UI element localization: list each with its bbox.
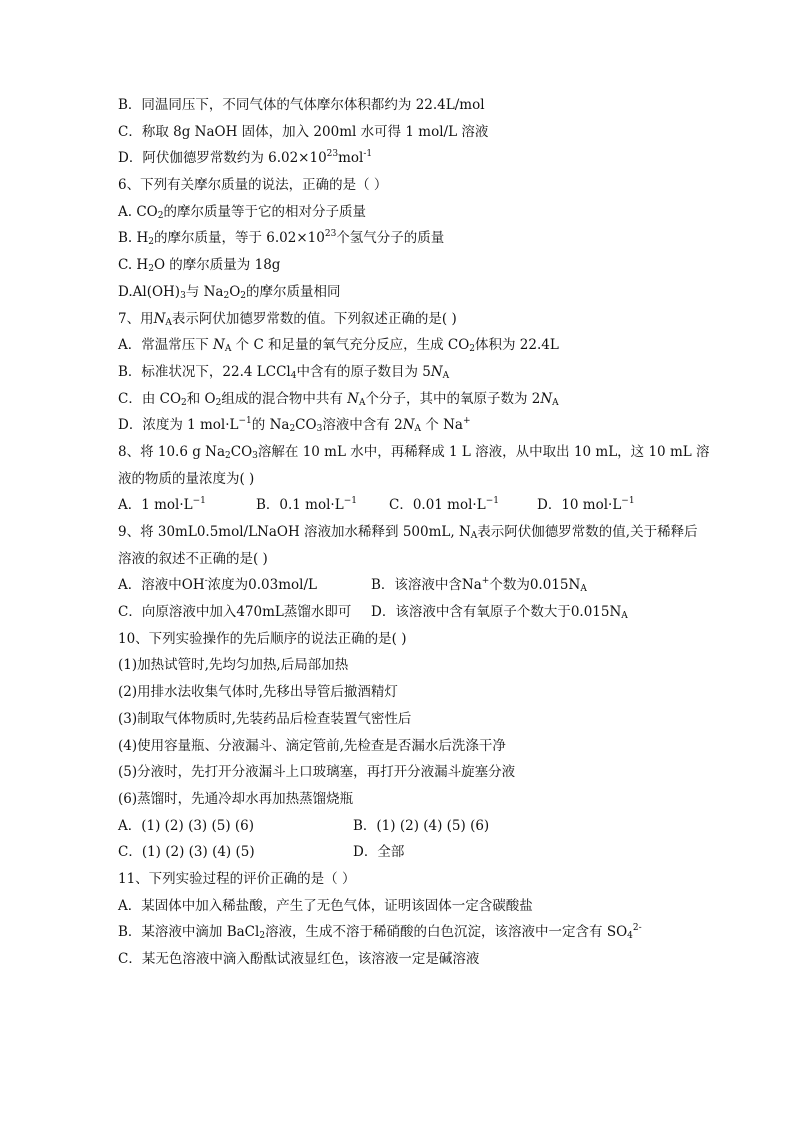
option-9b: B．该溶液中含Na+个数为$0.015N_A$	[371, 576, 587, 595]
option-10c: C．(1) (2) (3) (4) (5)	[118, 844, 255, 861]
option-6a: A. $CO_2$的摩尔质量等于它的相对分子质量	[118, 203, 366, 221]
statement-10-6: (6)蒸馏时，先通冷却水再加热蒸馏烧瓶	[118, 790, 354, 807]
options-9-cd	[118, 599, 684, 626]
question-9-cont: 溶液的叙述不正确的是( )	[118, 550, 268, 567]
options-8	[118, 492, 684, 519]
statement-10-1: (1)加热试管时,先均匀加热,后局部加热	[118, 657, 349, 674]
option-6d: $D.Al(OH)_3$与 $Na_2O_2$的摩尔质量相同	[118, 283, 341, 301]
option-10a: A．(1) (2) (3) (5) (6)	[118, 817, 255, 834]
question-8: 8、将 10.6 g $Na_2CO_3$溶解在 10 mL 水中，再稀释成 1 L 溶液，从中取出 10 mL，这 10 mL 溶	[118, 443, 710, 461]
option-7d: D．浓度为 1 $mol\cdot L^{-1}$的 $Na_2CO_3$溶液中含有 $2N_A$ 个 Na+	[118, 416, 471, 435]
option-8c: C．0.01 $mol\cdot L^{-1}$	[389, 496, 499, 514]
question-6: 6、下列有关摩尔质量的说法，正确的是（ ）	[118, 177, 388, 194]
option-9a: A．溶液中OH-浓度为0.03mol/L	[118, 576, 317, 594]
question-10: 10、下列实验操作的先后顺序的说法正确的是( )	[118, 630, 407, 647]
statement-10-5: (5)分液时，先打开分液漏斗上口玻璃塞，再打开分液漏斗旋塞分液	[118, 764, 516, 781]
question-text	[118, 92, 710, 973]
options-10-cd	[118, 839, 684, 866]
statement-10-4: (4)使用容量瓶、分液漏斗、滴定管前,先检查是否漏水后洗涤干净	[118, 737, 506, 754]
question-7: 7、用$N_A$表示阿伏加德罗常数的值。下列叙述正确的是( )	[118, 310, 457, 328]
option-7a: A．常温常压下 $N_A$ 个 C 和足量的氧气充分反应，生成 $CO_2$体积为 22.4L	[118, 337, 559, 355]
option-5d: D．阿伏伽德罗常数约为 $6.02\times 10^{23}mol^{-1}$	[118, 149, 373, 167]
option-5b: B．同温同压下，不同气体的气体摩尔体积都约为 22.4L/mol	[118, 97, 485, 113]
option-8a: A．1 $mol\cdot L^{-1}$	[118, 496, 206, 514]
option-7b: B．标准状况下，22.4 LCCl$_4$中含有的原子数目为 $5N_A$	[118, 363, 450, 381]
options-9-ab	[118, 572, 684, 599]
option-10d: D．全部	[353, 844, 405, 861]
option-11a: A．某固体中加入稀盐酸，产生了无色气体，证明该固体一定含碳酸盐	[118, 897, 533, 914]
option-6b: B. $H_2$的摩尔质量，等于 $6.02\times 10^{23}$个氢气分子的质量	[118, 229, 445, 248]
option-9c: C．向原溶液中加入470mL蒸馏水即可	[118, 604, 352, 621]
option-6c: C. $H_2O$ 的摩尔质量为 18g	[118, 257, 281, 275]
question-9: 9、将 30mL0.5mol/LNaOH 溶液加水稀释到 500mL, $N_A$表示阿伏伽德罗常数的值,关于稀释后	[118, 524, 698, 541]
option-7c: C．由 $CO_2$和 $O_2$组成的混合物中共有 $N_A$个分子，其中的氧原子数为 $2N_A$	[118, 390, 559, 408]
option-8b: B．0.1 $mol\cdot L^{-1}$	[256, 496, 357, 514]
option-11b: B．某溶液中滴加 BaCl$_2$溶液，生成不溶于稀硝酸的白色沉淀，该溶液中一定含有 $SO_4^{2-}$	[118, 923, 642, 942]
question-11: 11、下列实验过程的评价正确的是（ ）	[118, 870, 356, 887]
statement-10-3: (3)制取气体物质时,先装药品后检查装置气密性后	[118, 710, 412, 727]
option-5c: C．称取 8g NaOH 固体，加入 200ml 水可得 1 mol/L 溶液	[118, 123, 489, 140]
option-9d: D．该溶液中含有氧原子个数大于$0.015N_A$	[371, 604, 628, 622]
question-8-cont: 液的物质的量浓度为( )	[118, 470, 255, 487]
option-10b: B．(1) (2) (4) (5) (6)	[353, 817, 490, 834]
option-8d: D．10 $mol\cdot L^{-1}$	[537, 496, 635, 514]
statement-10-2: (2)用排水法收集气体时,先移出导管后撤酒精灯	[118, 684, 398, 701]
option-11c: C．某无色溶液中滴入酚酞试液显红色，该溶液一定是碱溶液	[118, 951, 480, 967]
options-10-ab	[118, 813, 684, 840]
